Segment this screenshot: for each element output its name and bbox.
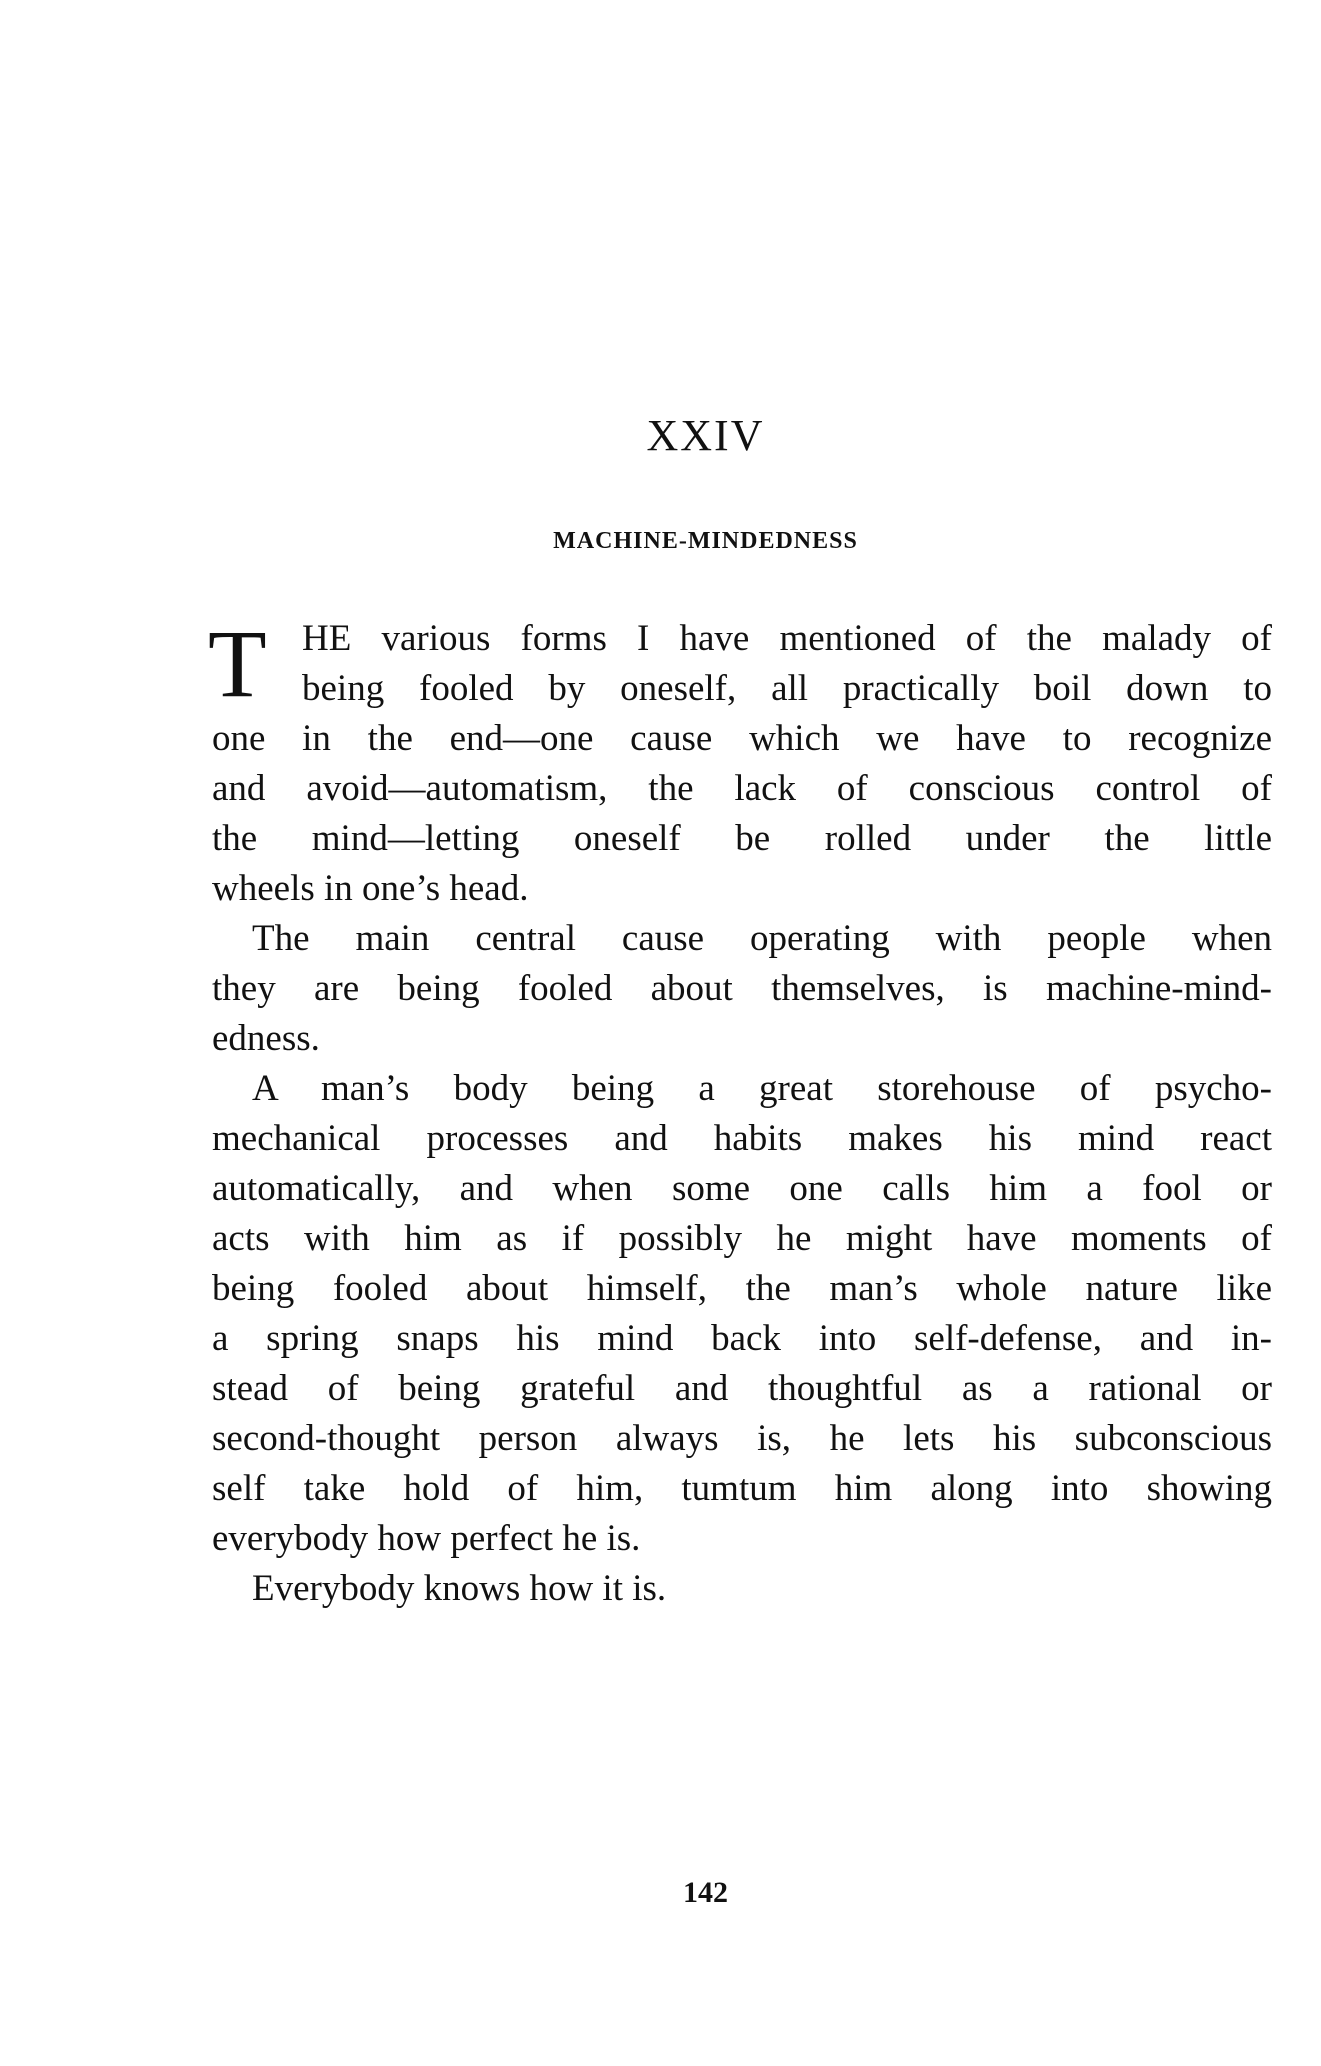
body-text [208,610,1272,1614]
text-line: they are being fooled about themselves, is machine-mind- [212,968,1272,1009]
page-number: 142 [683,1876,728,1909]
text-line: self take hold of him, tumtum him along into showing [212,1468,1272,1509]
text-line: everybody how perfect he is. [212,1518,641,1559]
text-line: automatically, and when some one calls him a fool or [212,1168,1272,1209]
text-line: wheels in one’s head. [212,868,529,909]
text-line: HE various forms I have mentioned of the malady of [302,618,1272,659]
text-line: being fooled by oneself, all practically boil down to [302,668,1272,709]
text-line: acts with him as if possibly he might have moments of [212,1218,1272,1259]
chapter-title: MACHINE-MINDEDNESS [553,528,858,554]
text-line: A man’s body being a great storehouse of psycho- [252,1068,1272,1109]
text-line: mechanical processes and habits makes his mind react [212,1118,1272,1159]
text-line: second-thought person always is, he lets his subconscious [212,1418,1272,1459]
text-line: and avoid—automatism, the lack of conscious control of [212,768,1272,809]
text-line: one in the end—one cause which we have to recognize [212,718,1272,759]
chapter-number: XXIV [646,411,765,460]
text-line: a spring snaps his mind back into self-defense, and in- [212,1318,1272,1359]
text-line: The main central cause operating with people when [252,918,1272,959]
text-line: Everybody knows how it is. [252,1568,667,1609]
drop-cap: T [208,610,267,717]
text-line: stead of being grateful and thoughtful as a rational or [212,1368,1272,1409]
text-line: edness. [212,1018,320,1059]
text-line: being fooled about himself, the man’s whole nature like [212,1268,1272,1309]
text-line: the mind—letting oneself be rolled under the little [212,818,1272,859]
